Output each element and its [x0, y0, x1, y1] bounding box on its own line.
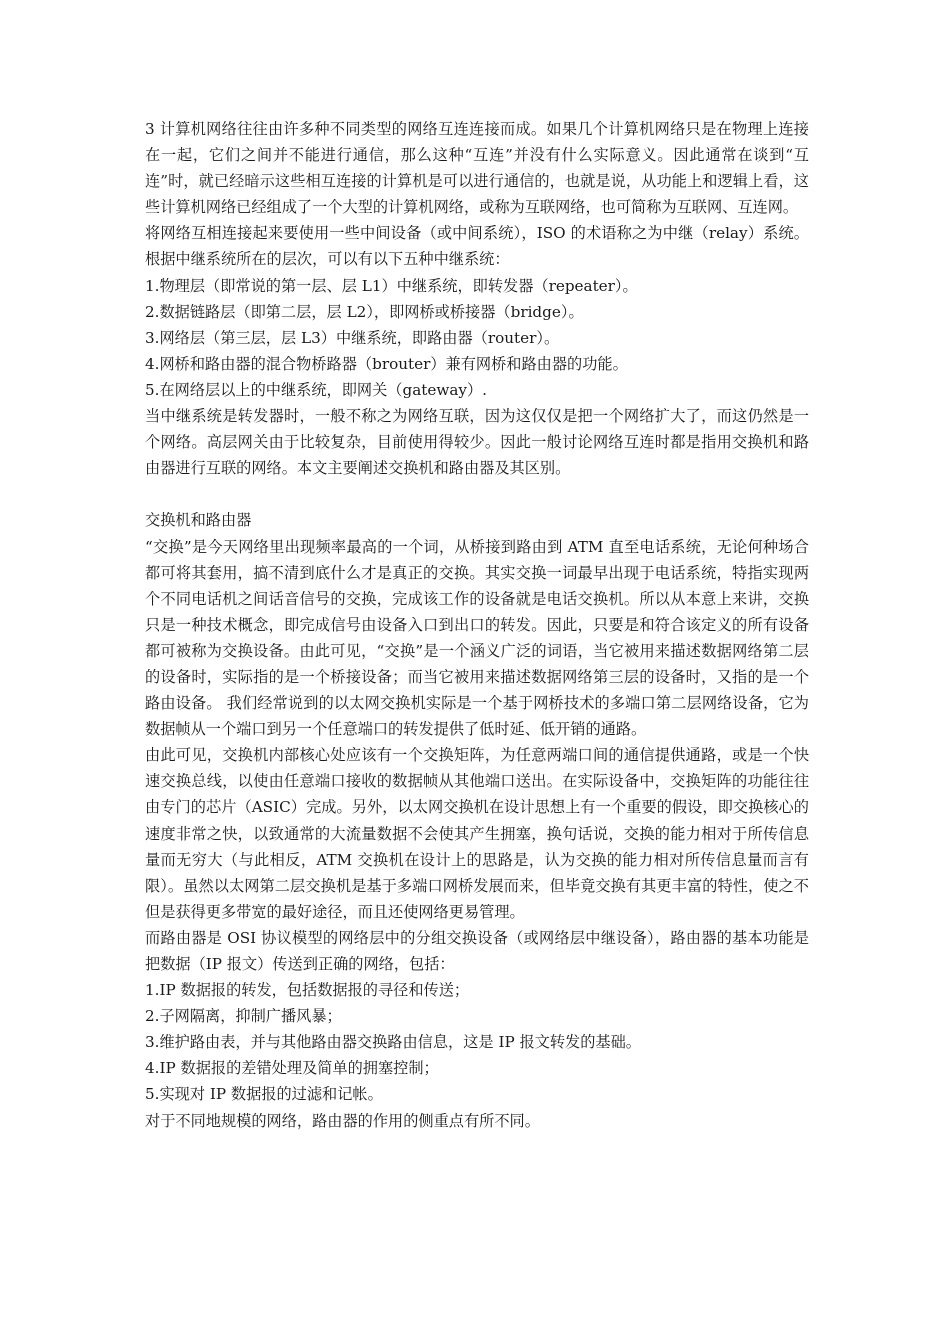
- list-item: 1.IP 数据报的转发，包括数据报的寻径和传送；: [145, 981, 470, 1000]
- list-item: 4.网桥和路由器的混合物桥路器（brouter）兼有网桥和路由器的功能。: [145, 354, 628, 373]
- list-item: 4.IP 数据报的差错处理及简单的拥塞控制；: [145, 1059, 439, 1078]
- list-item: 5.实现对 IP 数据报的过滤和记帐。: [145, 1085, 383, 1104]
- document-page: [145, 116, 809, 1134]
- intro-paragraph: 当中继系统是转发器时，一般不称之为网络互联，因为这仅仅是把一个网络扩大了，而这仍然是一个网络。高层网关由于比较复杂，目前使用得较少。因此一般讨论网络互连时都是指用交换机和路由器进行互联的网络。本文主要阐述交换机和路由器及其区别。: [145, 407, 809, 478]
- intro-paragraph: 3 计算机网络往往由许多种不同类型的网络互连连接而成。如果几个计算机网络只是在物理上连接在一起，它们之间并不能进行通信，那么这种“互连”并没有什么实际意义。因此通常在谈到“互连”时，就已经暗示这些相互连接的计算机是可以进行通信的，也就是说，从功能上和逻辑上看，这些计算机网络已经组成了一个大型的计算机网络，或称为互联网络，也可简称为互联网、互连网。: [145, 120, 809, 217]
- list-item: 2.数据链路层（即第二层，层 L2），即网桥或桥接器（bridge）。: [145, 302, 584, 321]
- list-item: 1.物理层（即常说的第一层、层 L1）中继系统，即转发器（repeater）。: [145, 276, 638, 295]
- intro-paragraph: 将网络互相连接起来要使用一些中间设备（或中间系统），ISO 的术语称之为中继（relay）系统。根据中继系统所在的层次，可以有以下五种中继系统：: [145, 224, 809, 269]
- body-paragraph: 由此可见，交换机内部核心处应该有一个交换矩阵，为任意两端口间的通信提供通路，或是一个快速交换总线，以使由任意端口接收的数据帧从其他端口送出。在实际设备中，交换矩阵的功能往往由专门的芯片（ASIC）完成。另外，以太网交换机在设计思想上有一个重要的假设，即交换核心的速度非常之快，以致通常的大流量数据不会使其产生拥塞，换句话说，交换的能力相对于所传信息量而无穷大（与此相反，ATM 交换机在设计上的思路是，认为交换的能力相对所传信息量而言有限）。虽然以太网第二层交换机是基于多端口网桥发展而来，但毕竟交换有其更丰富的特性，使之不但是获得更多带宽的最好途径，而且还使网络更易管理。: [145, 746, 809, 921]
- body-paragraph: 对于不同地规模的网络，路由器的作用的侧重点有所不同。: [145, 1111, 540, 1130]
- list-item: 3.网络层（第三层，层 L3）中继系统，即路由器（router）。: [145, 328, 560, 347]
- blank-line: [145, 481, 809, 507]
- list-item: 2.子网隔离，抑制广播风暴；: [145, 1007, 342, 1026]
- list-item: 3.维护路由表，并与其他路由器交换路由信息，这是 IP 报文转发的基础。: [145, 1033, 641, 1052]
- section-heading: 交换机和路由器: [145, 511, 252, 530]
- body-paragraph: 而路由器是 OSI 协议模型的网络层中的分组交换设备（或网络层中继设备），路由器的基本功能是把数据（IP 报文）传送到正确的网络，包括：: [145, 928, 809, 973]
- list-item: 5.在网络层以上的中继系统，即网关（gateway）.: [145, 380, 488, 399]
- body-paragraph: “交换”是今天网络里出现频率最高的一个词，从桥接到路由到 ATM 直至电话系统，无论何种场合都可将其套用，搞不清到底什么才是真正的交换。其实交换一词最早出现于电话系统，特指实现两个不同电话机之间话音信号的交换，完成该工作的设备就是电话交换机。所以从本意上来讲，交换只是一种技术概念，即完成信号由设备入口到出口的转发。因此，只要是和符合该定义的所有设备都可被称为交换设备。由此可见，“交换”是一个涵义广泛的词语，当它被用来描述数据网络第二层的设备时，实际指的是一个桥接设备；而当它被用来描述数据网络第三层的设备时，又指的是一个路由设备。 我们经常说到的以太网交换机实际是一个基于网桥技术的多端口第二层网络设备，它为数据帧从一个端口到另一个任意端口的转发提供了低时延、低开销的通路。: [145, 537, 809, 739]
